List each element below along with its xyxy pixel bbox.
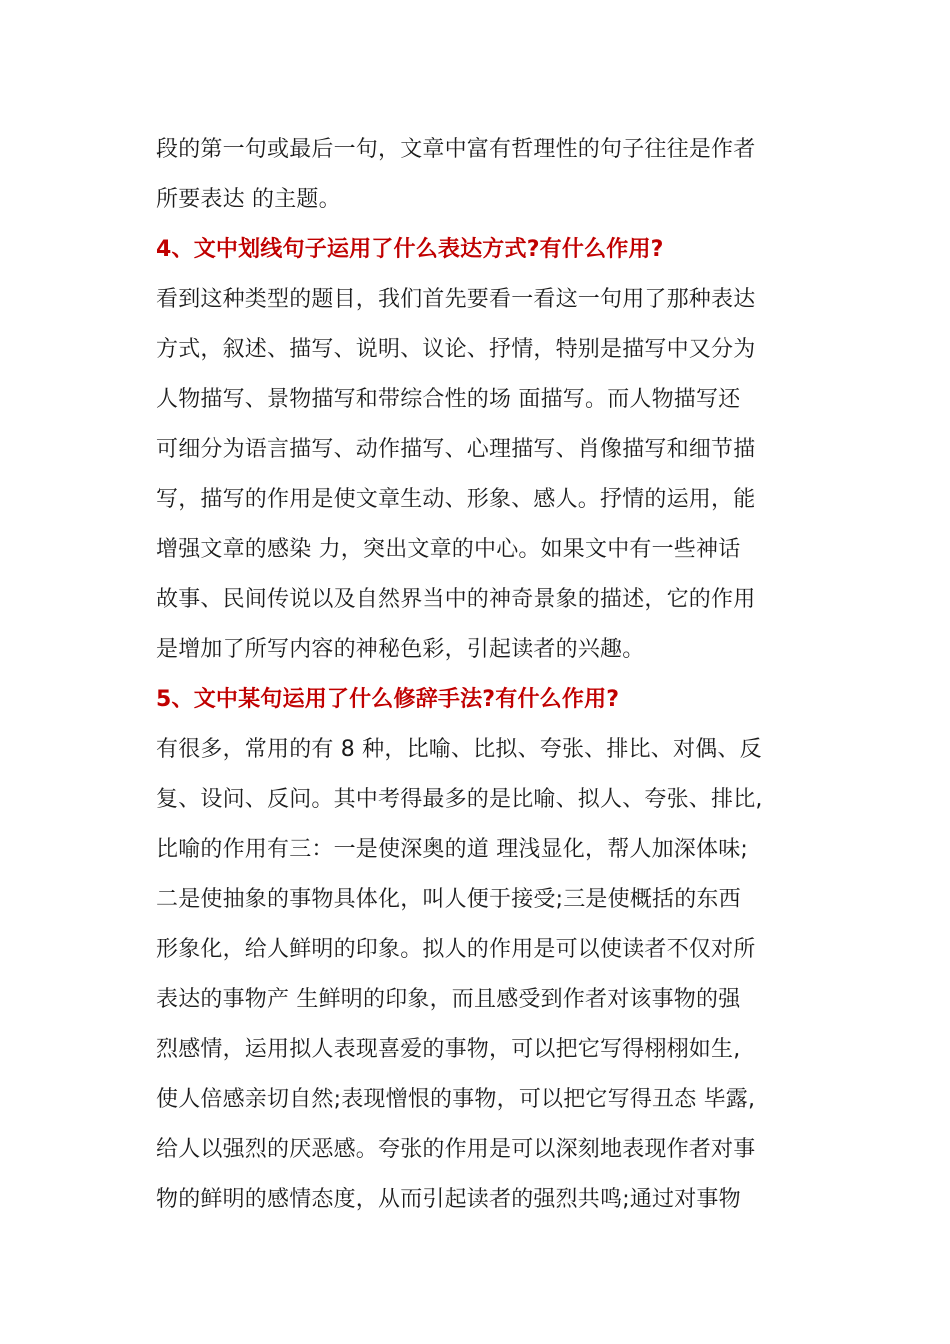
body-text-line: 烈感情，运用拟人表现喜爱的事物，可以把它写得栩栩如生, (156, 1037, 741, 1062)
body-text-line: 所要表达 的主题。 (156, 187, 341, 212)
body-text-line: 方式，叙述、描写、说明、议论、抒情，特别是描写中又分为 (156, 337, 756, 362)
body-text-line: 写，描写的作用是使文章生动、形象、感人。抒情的运用，能 (156, 487, 756, 512)
body-text-line: 有很多，常用的有 8 种，比喻、比拟、夸张、排比、对偶、反 (156, 737, 762, 762)
body-text-line: 是增加了所写内容的神秘色彩，引起读者的兴趣。 (156, 637, 645, 662)
body-text-line: 表达的事物产 生鲜明的印象，而且感受到作者对该事物的强 (156, 987, 741, 1012)
section-heading-4: 4、文中划线句子运用了什么表达方式?有什么作用? (156, 237, 664, 262)
body-text-line: 增强文章的感染 力，突出文章的中心。如果文中有一些神话 (156, 537, 741, 562)
body-text-line: 二是使抽象的事物具体化，叫人便于接受;三是使概括的东西 (156, 887, 741, 912)
body-text-line: 复、设问、反问。其中考得最多的是比喻、拟人、夸张、排比, (156, 787, 763, 812)
body-text-line: 看到这种类型的题目，我们首先要看一看这一句用了那种表达 (156, 287, 756, 312)
body-text-line: 故事、民间传说以及自然界当中的神奇景象的描述，它的作用 (156, 587, 756, 612)
body-text-line: 形象化，给人鲜明的印象。拟人的作用是可以使读者不仅对所 (156, 937, 756, 962)
body-text-line: 人物描写、景物描写和带综合性的场 面描写。而人物描写还 (156, 387, 741, 412)
body-text-line: 使人倍感亲切自然;表现憎恨的事物，可以把它写得丑态 毕露, (156, 1087, 756, 1112)
body-text-line: 给人以强烈的厌恶感。夸张的作用是可以深刻地表现作者对事 (156, 1137, 756, 1162)
body-text-line: 物的鲜明的感情态度，从而引起读者的强烈共鸣;通过对事物 (156, 1187, 741, 1212)
body-text-line: 可细分为语言描写、动作描写、心理描写、肖像描写和细节描 (156, 437, 756, 462)
body-text-line: 段的第一句或最后一句，文章中富有哲理性的句子往往是作者 (156, 137, 756, 162)
section-heading-5: 5、文中某句运用了什么修辞手法?有什么作用? (156, 687, 620, 712)
body-text-line: 比喻的作用有三：一是使深奥的道 理浅显化，帮人加深体味; (156, 837, 749, 862)
